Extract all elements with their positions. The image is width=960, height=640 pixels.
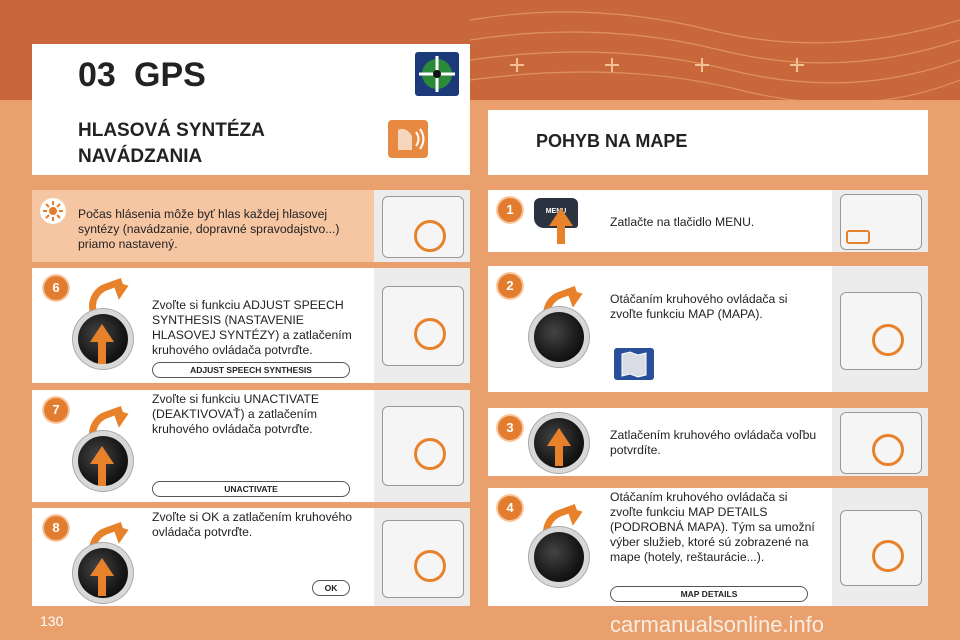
topo-decoration bbox=[470, 0, 960, 100]
device-illustration-6 bbox=[374, 268, 470, 383]
press-arrow-shaft bbox=[98, 340, 106, 364]
press-arrow-shaft bbox=[98, 574, 106, 596]
step-6-screen-label: ADJUST SPEECH SYNTHESIS bbox=[152, 362, 350, 378]
step-2-text: Otáčaním kruhového ovládača si zvoľte funkciu MAP (MAPA). bbox=[610, 292, 788, 321]
device-illustration-3 bbox=[832, 408, 928, 476]
step-8-number: 8 bbox=[44, 516, 68, 540]
left-heading-line1: HLASOVÁ SYNTÉZA bbox=[78, 120, 265, 141]
press-arrow-shaft bbox=[555, 444, 563, 466]
press-arrow-icon bbox=[90, 558, 114, 576]
device-illustration-1 bbox=[832, 190, 928, 252]
device-illustration-2 bbox=[832, 266, 928, 392]
step-7-number: 7 bbox=[44, 398, 68, 422]
device-illustration-4 bbox=[832, 488, 928, 606]
right-heading: POHYB NA MAPE bbox=[536, 131, 688, 151]
rotary-knob-icon bbox=[534, 312, 584, 362]
step-4-screen-label: MAP DETAILS bbox=[610, 586, 808, 602]
step-7-text: Zvoľte si funkciu UNACTIVATE (DEAKTIVOVAŤ) a zatlačením kruhového ovládača potvrďte. bbox=[152, 392, 319, 436]
step-6-number: 6 bbox=[44, 276, 68, 300]
step-1-text: Zatlačte na tlačidlo MENU. bbox=[610, 215, 755, 229]
step-7-screen-label: UNACTIVATE bbox=[152, 481, 350, 497]
step-3-text: Zatlačením kruhového ovládača voľbu potvrdíte. bbox=[610, 428, 817, 457]
step-3-number: 3 bbox=[498, 416, 522, 440]
press-arrow-icon bbox=[549, 208, 573, 226]
step-1-number: 1 bbox=[498, 198, 522, 222]
step-6-text: Zvoľte si funkciu ADJUST SPEECH SYNTHESIS (NASTAVENIE HLASOVEJ SYNTÉZY) a zatlačením kruhového ovládača potvrďte. bbox=[152, 298, 352, 357]
map-icon bbox=[614, 348, 654, 380]
voice-speaking-icon bbox=[388, 120, 428, 158]
chapter-number: 03 bbox=[78, 56, 116, 94]
press-arrow-icon bbox=[90, 446, 114, 464]
watermark: carmanualsonline.info bbox=[610, 612, 825, 637]
press-arrow-shaft bbox=[557, 224, 565, 244]
device-illustration-tip bbox=[374, 190, 470, 262]
page-number: 130 bbox=[40, 613, 64, 629]
rotary-knob-icon bbox=[534, 532, 584, 582]
menu-button-icon: MENU bbox=[534, 198, 578, 228]
step-2-number: 2 bbox=[498, 274, 522, 298]
press-arrow-icon bbox=[90, 324, 114, 342]
device-illustration-7 bbox=[374, 390, 470, 502]
press-arrow-shaft bbox=[98, 462, 106, 486]
left-heading-line2: NAVÁDZANIA bbox=[78, 146, 203, 167]
press-arrow-icon bbox=[547, 428, 571, 446]
sun-tip-icon bbox=[40, 198, 66, 224]
tip-text: Počas hlásenia môže byť hlas každej hlasovej syntézy (navádzanie, dopravné spravodajstvo...) priamo nastavený. bbox=[78, 207, 340, 251]
chapter-title: GPS bbox=[134, 56, 206, 94]
device-illustration-8 bbox=[374, 508, 470, 606]
step-4-number: 4 bbox=[498, 496, 522, 520]
step-8-screen-label: OK bbox=[312, 580, 350, 596]
gps-crosshair-icon bbox=[415, 52, 459, 96]
step-4-text: Otáčaním kruhového ovládača si zvoľte funkciu MAP DETAILS (PODROBNÁ MAPA). Tým sa umožní výber služieb, ktoré sú zobrazené na mape (hotely, reštaurácie...). bbox=[610, 490, 815, 564]
step-8-text: Zvoľte si OK a zatlačením kruhového ovládača potvrďte. bbox=[152, 510, 352, 539]
